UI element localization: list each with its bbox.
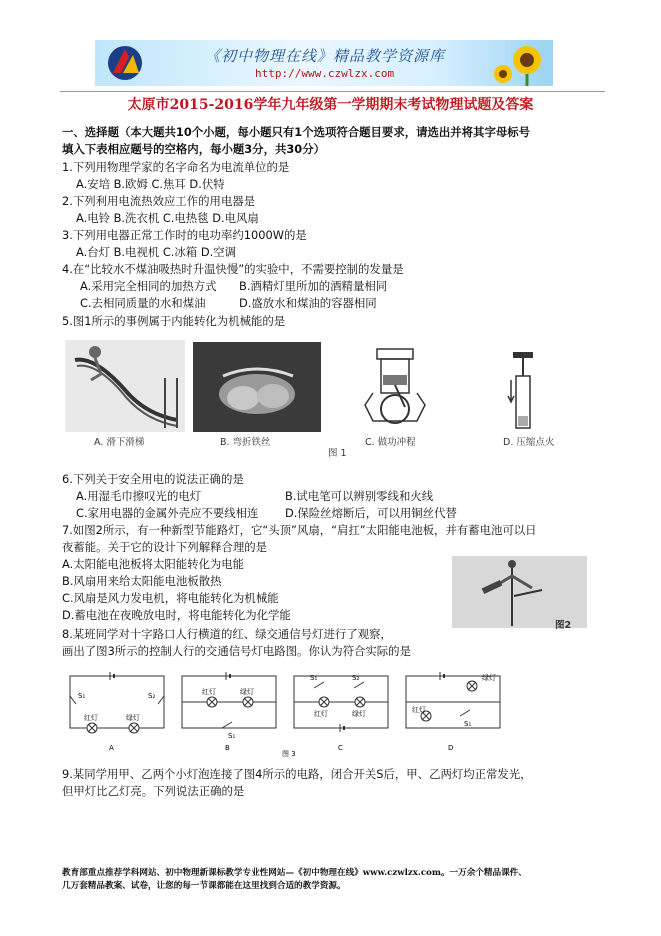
circuit-a-s2: S₂: [148, 692, 156, 700]
q4-option-c: C.去相同质量的水和煤油: [80, 296, 206, 310]
fig3-circuits: [62, 668, 582, 758]
header-divider: [60, 91, 605, 92]
fig1-fire-piston-image: [505, 350, 541, 432]
circuit-c: [294, 674, 388, 752]
fig1-caption-d: D. 压缩点火: [503, 437, 555, 448]
q9-stem: 9.某同学用甲、乙两个小灯泡连接了图4所示的电路，闭合开关S后，甲、乙两灯均正常发光，: [62, 767, 532, 781]
circuit-b-s1: S₁: [228, 732, 236, 740]
q4-stem: 4.在“比较水不煤油吸热时升温快慢”的实验中，不需要控制的发量是: [62, 262, 404, 276]
circuit-d-label: D: [448, 744, 454, 752]
q3-stem: 3.下列用电器正常工作时的电功率约1000W的是: [62, 228, 307, 242]
site-logo-icon: [105, 43, 145, 83]
sunflower-icon: [491, 40, 551, 86]
circuit-a-label: A: [109, 744, 114, 752]
q4-option-b: B.酒精灯里所加的酒精量相同: [239, 279, 388, 293]
circuit-a-s1: S₁: [78, 692, 86, 700]
q6-option-b: B.试电笔可以辨别零线和火线: [285, 489, 434, 503]
section-heading: 一、选择题（本大题共10个小题，每小题只有1个选项符合题目要求，请选出并将其字母标号: [62, 125, 531, 139]
fig3-label: 图 3: [282, 750, 296, 758]
circuit-b: [182, 672, 276, 752]
circuit-c-red: 红灯: [314, 710, 328, 718]
fig1-label: 图 1: [328, 448, 347, 459]
circuit-b-label: B: [225, 744, 230, 752]
circuit-d-s1: S₁: [464, 720, 472, 728]
footer-line-2: 几万套精品教案、试卷，让您的每一节课都能在这里找到合适的教学资源。: [62, 881, 346, 891]
header-banner: [95, 40, 553, 86]
q6-stem: 6.下列关于安全用电的说法正确的是: [62, 472, 244, 486]
q2-stem: 2.下列利用电流热效应工作的用电器是: [62, 194, 256, 208]
q5-stem: 5.图1所示的事例属于内能转化为机械能的是: [62, 314, 286, 328]
q6-option-a: A.用湿毛巾擦叹光的电灯: [76, 489, 202, 503]
q8-stem: 8.某班同学对十字路口人行横道的红、绿交通信号灯进行了观察，: [62, 627, 392, 641]
q7-stem-cont: 夜蓄能。关于它的设计下列解释合理的是: [62, 540, 268, 554]
circuit-d-green: 绿灯: [482, 674, 496, 682]
q4-option-a: A.采用完全相同的加热方式: [80, 279, 217, 293]
q7-option-d: D.蓄电池在夜晚放电时，将电能转化为化学能: [62, 608, 291, 622]
banner-title: 《初中物理在线》精品教学资源库: [205, 47, 446, 65]
circuit-c-green: 绿灯: [352, 710, 366, 718]
q7-option-a: A.太阳能电池板将太阳能转化为电能: [62, 557, 245, 571]
circuit-a-red: 红灯: [84, 714, 98, 722]
q6-option-c: C.家用电器的金属外壳应不要线相连: [76, 506, 259, 520]
fig1-caption-c: C. 做功冲程: [365, 437, 416, 448]
banner-url: http://www.czwlzx.com: [255, 67, 395, 80]
q7-option-b: B.风扇用来给太阳能电池板散热: [62, 574, 222, 588]
circuit-b-red: 红灯: [202, 688, 216, 696]
fig1-caption-a: A. 滑下滑梯: [94, 437, 145, 448]
section-heading-cont: 填入下表相应题号的空格内，每小题3分，共30分）: [62, 142, 325, 156]
q3-options: A.台灯 B.电视机 C.冰箱 D.空调: [76, 245, 236, 259]
circuit-c-s2: S₂: [352, 674, 360, 682]
q2-options: A.电铃 B.洗衣机 C.电热毯 D.电风扇: [76, 211, 259, 225]
circuit-d: [406, 672, 500, 752]
q7-option-c: C.风扇是风力发电机，将电能转化为机械能: [62, 591, 279, 605]
q8-stem-cont: 画出了图3所示的控制人行的交通信号灯电路图。你认为符合实际的是: [62, 644, 411, 658]
q7-stem: 7.如图2所示，有一种新型节能路灯，它“头顶”风扇，“肩扛”太阳能电池板，并有蓄电池可以日: [62, 523, 537, 537]
q1-stem: 1.下列用物理学家的名字命名为电流单位的是: [62, 160, 290, 174]
q6-option-d: D.保险丝熔断后，可以用铜丝代替: [285, 506, 457, 520]
fig1-bend-wire-image: [193, 342, 321, 432]
q4-option-d: D.盛放水和煤油的容器相同: [239, 296, 377, 310]
page-title: 太原市2015-2016学年九年级第一学期期末考试物理试题及答案: [127, 97, 534, 113]
circuit-c-s1: S₁: [310, 674, 318, 682]
circuit-a-green: 绿灯: [126, 714, 140, 722]
circuit-d-red: 红灯: [412, 706, 426, 714]
footer-line-1: 教育部重点推荐学科网站、初中物理新课标教学专业性网站—《初中物理在线》www.czwlzx.com。一万余个精品课件、: [62, 868, 527, 878]
circuit-c-label: C: [338, 744, 343, 752]
fig2-label: 图2: [555, 620, 572, 631]
circuit-a: [70, 672, 164, 752]
q9-stem-cont: 但甲灯比乙灯亮。下列说法正确的是: [62, 784, 245, 798]
fig1-caption-b: B. 弯折铁丝: [220, 437, 271, 448]
fig1-engine-image: [355, 345, 435, 430]
q1-options: A.安培 B.欧姆 C.焦耳 D.伏特: [76, 177, 225, 191]
circuit-b-green: 绿灯: [240, 688, 254, 696]
fig1-slide-image: [65, 340, 185, 432]
